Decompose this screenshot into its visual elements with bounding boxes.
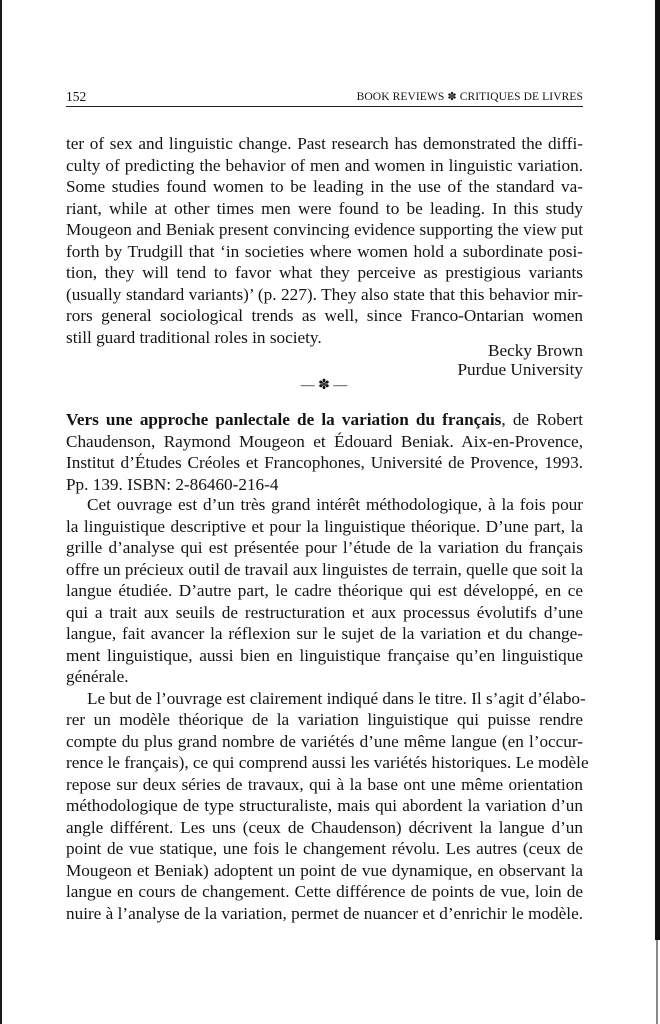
- scan-border-right: [655, 0, 660, 940]
- text-line: Some studies found women to be leading in the use of the standard va-: [66, 177, 583, 196]
- text-line: compte du plus grand nombre de variétés d’une même langue (en l’occur-: [66, 731, 583, 751]
- citation-line: [66, 409, 583, 431]
- scan-border-left: [0, 0, 2, 1024]
- text-line: Mougeon and Beniak present convincing evidence supporting the view put: [66, 220, 583, 239]
- running-head-english: BOOK REVIEWS: [356, 91, 445, 103]
- text-line: rence le français), ce qui comprend aussi les variétés historiques. Le modèle: [66, 753, 589, 772]
- reviewer-name: Becky Brown: [488, 341, 583, 360]
- text-line: point de vue statique, une fois le changement révolu. Les autres (ceux de: [66, 839, 583, 858]
- text-line: ment linguistique, aussi bien en linguistique française qu’en linguistique: [66, 645, 583, 665]
- citation-line: Pp. 139. ISBN: 2-86460-216-4: [66, 474, 279, 494]
- text-line: still guard traditional roles in society.: [66, 327, 322, 347]
- text-line: grille d’analyse qui est présentée pour l’étude de la variation du français: [66, 538, 583, 557]
- text-line: rer un modèle théorique de la variation linguistique qui puisse rendre: [66, 710, 583, 729]
- text-line: culty of predicting the behavior of men and women in linguistic variation.: [66, 155, 583, 175]
- text-line: (usually standard variants)’ (p. 227). They also state that this behavior mir-: [66, 284, 583, 304]
- text-line: langue en cours de changement. Cette différence de points de vue, loin de: [66, 882, 583, 901]
- text-line: repose sur deux séries de travaux, qui à la base ont une même orientation: [66, 774, 583, 794]
- running-head: [357, 90, 583, 103]
- section-separator-ornament-icon: — ✽ —: [300, 378, 348, 393]
- ornament-icon: ✽: [447, 91, 457, 103]
- page-number: 152: [66, 89, 87, 104]
- citation-authors-start: , de Robert: [501, 410, 583, 429]
- citation-line: Chaudenson, Raymond Mougeon et Édouard Beniak. Aix-en-Provence,: [66, 431, 583, 451]
- text-line: angle différent. Les uns (ceux de Chaudenson) décrivent la langue d’un: [66, 817, 583, 837]
- text-line: Le but de l’ouvrage est clairement indiqué dans le titre. Il s’agit d’élabo-: [87, 688, 586, 708]
- text-line: qui a trait aux seuils de restructuration et aux processus évolutifs d’une: [66, 602, 583, 622]
- running-head-french: CRITIQUES DE LIVRES: [459, 91, 583, 103]
- text-line: méthodologique de type structuraliste, mais qui abordent la variation d’un: [66, 796, 583, 815]
- reviewer-affiliation: Purdue University: [457, 360, 583, 379]
- text-line: forth by Trudgill that ‘in societies where women hold a subordinate posi-: [66, 241, 583, 261]
- page-header: [66, 88, 583, 107]
- text-line: Cet ouvrage est d’un très grand intérêt méthodologique, à la fois pour: [87, 495, 583, 514]
- text-line: tion, they will tend to favor what they perceive as prestigious variants: [66, 263, 583, 282]
- book-title: Vers une approche panlectale de la variation du français: [66, 410, 502, 429]
- text-line: langue étudiée. D’autre part, le cadre théorique qui est développé, en ce: [66, 581, 583, 600]
- text-line: générale.: [66, 667, 129, 686]
- scan-border-right-lower: [656, 940, 658, 1024]
- text-line: nuire à l’analyse de la variation, permet de nuancer et d’enrichir le modèle.: [66, 903, 583, 923]
- text-line: riant, while at other times men were found to be leading. In this study: [66, 198, 583, 218]
- text-line: langue, fait avancer la réflexion sur le sujet de la variation et du change-: [66, 624, 583, 643]
- text-line: rors general sociological trends as well, since Franco-Ontarian women: [66, 306, 583, 325]
- text-line: la linguistique descriptive et pour la linguistique théorique. D’une part, la: [66, 516, 583, 536]
- text-line: ter of sex and linguistic change. Past research has demonstrated the diffi-: [66, 134, 583, 153]
- text-line: offre un précieux outil de travail aux linguistes de terrain, quelle que soit la: [66, 559, 584, 579]
- text-line: Mougeon et Beniak) adoptent un point de vue dynamique, en observant la: [66, 860, 583, 880]
- citation-line: Institut d’Études Créoles et Francophones, Université de Provence, 1993.: [66, 453, 583, 472]
